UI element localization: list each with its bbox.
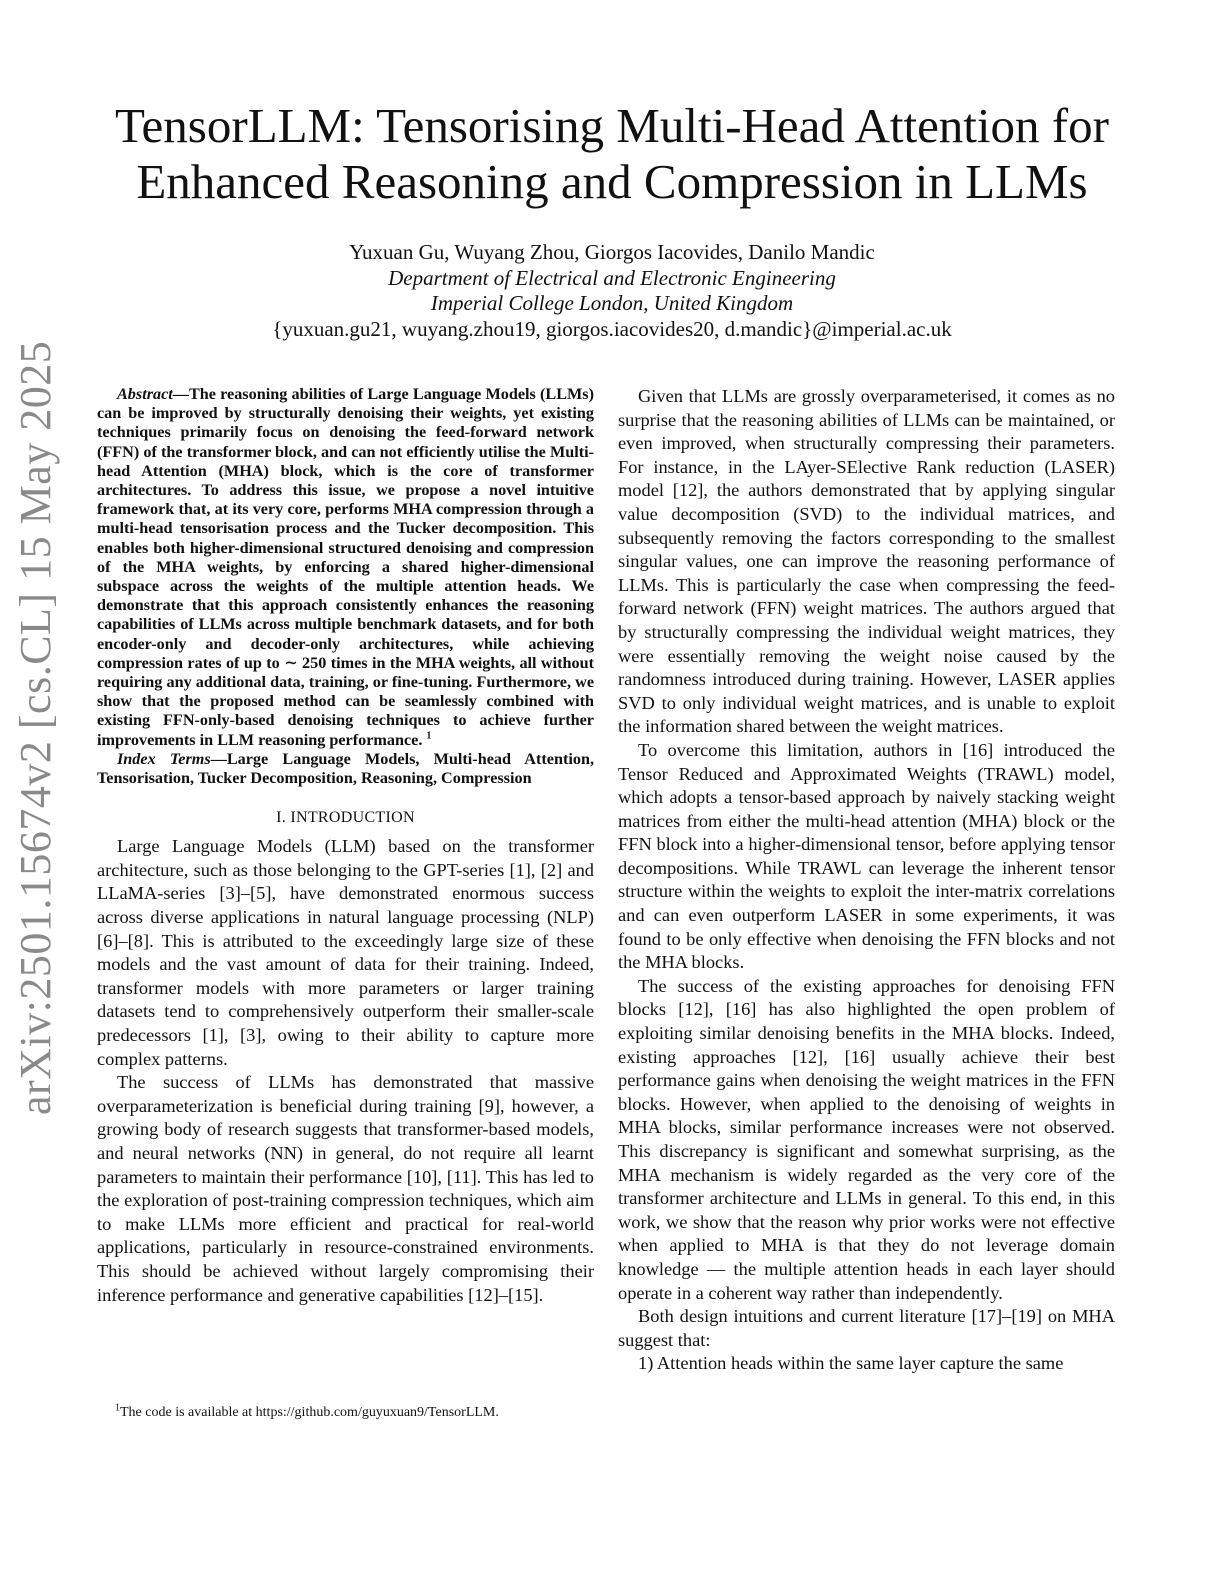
footnote-mark: 1: [115, 1402, 120, 1414]
intro-paragraph-6: Both design intuitions and current literature [17]–[19] on MHA suggest that:: [618, 1306, 1115, 1350]
intro-paragraph-4: To overcome this limitation, authors in [16] introduced the Tensor Reduced and Approximated Weights (TRAWL) model, which adopts a tensor-based approach by naively stacking weight matrices from either the multi-head attention (MHA) block or the FFN block into a higher-dimensional tensor, before applying tensor decompositions. While TRAWL can leverage the inherent tensor structure within the weights to exploit the inter-matrix correlations and can even outperform LASER in some experiments, it was found to be only effective when denoising the FFN blocks and not the MHA blocks.: [618, 739, 1115, 973]
abstract: [97, 385, 594, 750]
affiliation-department: Department of Electrical and Electronic Engineering: [388, 265, 836, 290]
author-block: [0, 240, 1224, 342]
intro-paragraph-2: The success of LLMs has demonstrated that massive overparameterization is beneficial during training [9], however, a growing body of research suggests that transformer-based models, and neural networks (NN) in general, do not require all learnt parameters to maintain their performance [10], [11]. This has led to the exploration of post-training compression techniques, which aim to make LLMs more efficient and practical for real-world applications, particularly in resource-constrained environments. This should be achieved without largely compromising their inference performance and generative capabilities [12]–[15].: [97, 1072, 594, 1305]
arxiv-identifier: arXiv:2501.15674v2 [cs.CL] 15 May 2025: [11, 340, 60, 1115]
abstract-label: Abstract: [117, 385, 173, 403]
index-terms: [97, 750, 594, 788]
intro-paragraph-3: Given that LLMs are grossly overparameterised, it comes as no surprise that the reasoning abilities of LLMs can be maintained, or even improved, when structurally compressing their parameters. For instance, in the LAyer-SElective Rank reduction (LASER) model [12], the authors demonstrated that by applying singular value decomposition (SVD) to the individual matrices, and subsequently removing the factors corresponding to the smallest singular values, one can improve the reasoning performance of LLMs. This is particularly the case when compressing the feed-forward network (FFN) weight matrices. The authors argued that by structurally compressing the individual weight matrices, they were essentially removing the weight noise caused by the randomness introduced during training. However, LASER applies SVD to only individual weight matrices, and is unable to exploit the information shared between the weight matrices.: [618, 386, 1115, 737]
footnote: [97, 1404, 594, 1422]
left-column: [97, 385, 594, 1307]
abstract-footnote-mark: 1: [426, 730, 432, 742]
list-item-1: 1) Attention heads within the same layer capture the same: [638, 1353, 1064, 1374]
intro-paragraph-5: The success of the existing approaches for denoising FFN blocks [12], [16] has also highlighted the open problem of exploiting similar denoising benefits in the MHA blocks. Indeed, existing approaches [12], [16] usually achieve their best performance gains when denoising the weight matrices in the FFN blocks. However, when applied to the denoising of weights in MHA blocks, similar performance increases were not observed. This discrepancy is significant and somewhat surprising, as the MHA mechanism is widely regarded as the very core of the transformer architecture and LLMs in general. To this end, in this work, we show that the reason why prior works were not effective when applied to MHA is that they do not leverage domain knowledge — the multiple attention heads in each layer should operate in a coherent way rather than independently.: [618, 975, 1115, 1303]
section-heading-introduction: I. INTRODUCTION: [276, 809, 415, 827]
abstract-text: —The reasoning abilities of Large Language Models (LLMs) can be improved by structurally denoising their weights, yet existing techniques primarily focus on denoising the feed-forward network (FFN) of the transformer block, and can not efficiently utilise the Multi-head Attention (MHA) block, which is the core of transformer architectures. To address this issue, we propose a novel intuitive framework that, at its very core, performs MHA compression through a multi-head tensorisation process and the Tucker decomposition. This enables both higher-dimensional structured denoising and compression of the MHA weights, by enforcing a shared higher-dimensional subspace across the weights of the multiple attention heads. We demonstrate that this approach consistently enhances the reasoning capabilities of LLMs across multiple benchmark datasets, and for both encoder-only and decoder-only architectures, while achieving compression rates of up to ∼ 250 times in the MHA weights, all without requiring any additional data, training, or fine-tuning. Furthermore, we show that the proposed method can be seamlessly combined with existing FFN-only-based denoising techniques to achieve further improvements in LLM reasoning performance.: [97, 385, 594, 749]
author-emails: {yuxuan.gu21, wuyang.zhou19, giorgos.iacovides20, d.mandic}@imperial.ac.uk: [272, 316, 952, 341]
title-line-2: Enhanced Reasoning and Compression in LLMs: [136, 154, 1088, 209]
index-terms-label: Index Terms: [117, 749, 211, 768]
affiliation-institution: Imperial College London, United Kingdom: [430, 291, 794, 315]
footnote-text: The code is available at https://github.com/guyuxuan9/TensorLLM.: [120, 1405, 499, 1420]
paper-title: [0, 98, 1224, 210]
index-terms-text: —Large Language Models, Multi-head Attention, Tensorisation, Tucker Decomposition, Reasoning, Compression: [97, 749, 594, 788]
intro-paragraph-1: Large Language Models (LLM) based on the transformer architecture, such as those belonging to the GPT-series [1], [2] and LLaMA-series [3]–[5], have demonstrated enormous success across diverse applications in natural language processing (NLP) [6]–[8]. This is attributed to the exceedingly large size of these models and the vast amount of data for their training. Indeed, transformer models with more parameters or larger training datasets tend to comprehensively outperform their smaller-scale predecessors [1], [3], owing to their ability to capture more complex patterns.: [97, 836, 594, 1069]
right-column: [618, 385, 1115, 1376]
title-line-1: TensorLLM: Tensorising Multi-Head Attention for: [115, 98, 1109, 153]
author-names: Yuxuan Gu, Wuyang Zhou, Giorgos Iacovides, Danilo Mandic: [349, 240, 875, 264]
